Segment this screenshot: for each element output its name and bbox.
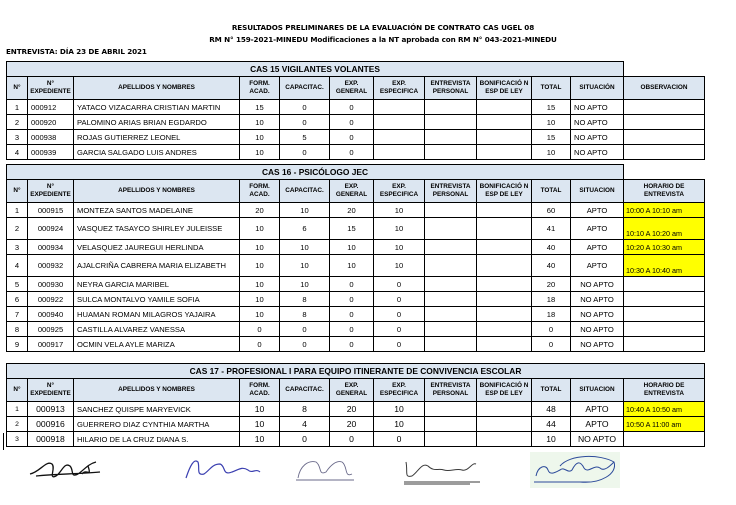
exp-especifica-cell: 10 bbox=[374, 203, 425, 218]
entrevista-personal-cell bbox=[425, 432, 477, 447]
exp-especifica-cell: 10 bbox=[374, 417, 425, 432]
situacion-cell: APTO bbox=[571, 218, 624, 240]
full-name-cell: MONTEZA SANTOS MADELAINE bbox=[74, 203, 240, 218]
blank-cell bbox=[624, 62, 705, 77]
table-row bbox=[7, 337, 705, 352]
col-exp-general: EXP. GENERAL bbox=[330, 180, 374, 203]
col-situacion: SITUACION bbox=[571, 379, 624, 402]
form-acad-cell: 10 bbox=[240, 145, 280, 160]
capacitac-cell: 6 bbox=[280, 218, 330, 240]
col-exp-general: EXP. GENERAL bbox=[330, 379, 374, 402]
exp-general-cell: 20 bbox=[330, 203, 374, 218]
total-score-cell: 40 bbox=[532, 240, 571, 255]
full-name-cell: YATACO VIZACARRA CRISTIAN MARTIN bbox=[74, 100, 240, 115]
total-score-cell: 20 bbox=[532, 277, 571, 292]
total-score-cell: 18 bbox=[532, 307, 571, 322]
row-number-cell: 9 bbox=[7, 337, 28, 352]
col-form-acad: FORM. ACAD. bbox=[240, 379, 280, 402]
form-acad-cell: 10 bbox=[240, 218, 280, 240]
col-entrevista: ENTREVISTA PERSONAL bbox=[425, 77, 477, 100]
expediente-cell: 000934 bbox=[28, 240, 74, 255]
situacion-cell: NO APTO bbox=[571, 432, 624, 447]
capacitac-cell: 0 bbox=[280, 100, 330, 115]
col-total: TOTAL bbox=[532, 77, 571, 100]
table-row bbox=[7, 100, 705, 115]
exp-especifica-cell: 0 bbox=[374, 292, 425, 307]
form-acad-cell: 10 bbox=[240, 432, 280, 447]
total-score-cell: 10 bbox=[532, 432, 571, 447]
horario-cell: 10:20 A 10:30 am bbox=[624, 240, 705, 255]
table-row bbox=[7, 277, 705, 292]
expediente-cell: 000932 bbox=[28, 255, 74, 277]
horario-cell bbox=[624, 337, 705, 352]
full-name-cell: PALOMINO ARIAS BRIAN EGDARDO bbox=[74, 115, 240, 130]
total-score-cell: 41 bbox=[532, 218, 571, 240]
exp-especifica-cell bbox=[374, 145, 425, 160]
exp-especifica-cell bbox=[374, 100, 425, 115]
row-number-cell: 1 bbox=[7, 402, 28, 417]
signature-3-icon bbox=[292, 452, 362, 488]
exp-general-cell: 0 bbox=[330, 277, 374, 292]
col-situacion: SITUACION bbox=[571, 180, 624, 203]
exp-general-cell: 0 bbox=[330, 432, 374, 447]
bonificacion-cell bbox=[477, 292, 532, 307]
expediente-cell: 000930 bbox=[28, 277, 74, 292]
bonificacion-cell bbox=[477, 240, 532, 255]
row-number-cell: 1 bbox=[7, 100, 28, 115]
total-score-cell: 40 bbox=[532, 255, 571, 277]
situacion-cell: APTO bbox=[571, 203, 624, 218]
entrevista-personal-cell bbox=[425, 145, 477, 160]
capacitac-cell: 0 bbox=[280, 322, 330, 337]
col-num: N° bbox=[7, 379, 28, 402]
row-number-cell: 6 bbox=[7, 292, 28, 307]
entrevista-personal-cell bbox=[425, 218, 477, 240]
horario-cell bbox=[624, 432, 705, 447]
col-exp-general: EXP. GENERAL bbox=[330, 77, 374, 100]
capacitac-cell: 10 bbox=[280, 203, 330, 218]
bonificacion-cell bbox=[477, 255, 532, 277]
signature-4-icon bbox=[400, 452, 482, 488]
form-acad-cell: 10 bbox=[240, 255, 280, 277]
row-number-cell: 1 bbox=[7, 203, 28, 218]
horario-cell: 10:00 A 10:10 am bbox=[624, 203, 705, 218]
row-number-cell: 2 bbox=[7, 417, 28, 432]
table-row bbox=[7, 432, 705, 447]
full-name-cell: HILARIO DE LA CRUZ DIANA S. bbox=[74, 432, 240, 447]
col-expediente: N° EXPEDIENTE bbox=[28, 77, 74, 100]
signature-3 bbox=[292, 452, 362, 488]
results-table-cas15 bbox=[6, 61, 705, 160]
horario-cell bbox=[624, 307, 705, 322]
exp-general-cell: 20 bbox=[330, 417, 374, 432]
bonificacion-cell bbox=[477, 130, 532, 145]
row-number-cell: 3 bbox=[7, 130, 28, 145]
form-acad-cell: 20 bbox=[240, 203, 280, 218]
col-bonificacion: BONIFICACIÓ N ESP DE LEY bbox=[477, 379, 532, 402]
results-table-cas16 bbox=[6, 164, 705, 352]
exp-general-cell: 10 bbox=[330, 255, 374, 277]
form-acad-cell: 10 bbox=[240, 240, 280, 255]
entrevista-personal-cell bbox=[425, 130, 477, 145]
row-number-cell: 2 bbox=[7, 218, 28, 240]
entrevista-personal-cell bbox=[425, 203, 477, 218]
capacitac-cell: 0 bbox=[280, 337, 330, 352]
expediente-cell: 000920 bbox=[28, 115, 74, 130]
col-total: TOTAL bbox=[532, 379, 571, 402]
exp-general-cell: 0 bbox=[330, 322, 374, 337]
horario-cell: 10:10 A 10:20 am bbox=[624, 218, 705, 240]
signature-1 bbox=[26, 452, 116, 488]
col-num: N° bbox=[7, 77, 28, 100]
bonificacion-cell bbox=[477, 337, 532, 352]
bonificacion-cell bbox=[477, 417, 532, 432]
expediente-cell: 000924 bbox=[28, 218, 74, 240]
document-subtitle: RM N° 159-2021-MINEDU Modificaciones a la NT aprobada con RM N° 043-2021-MINEDU bbox=[209, 35, 557, 44]
exp-especifica-cell: 0 bbox=[374, 307, 425, 322]
col-form-acad: FORM. ACAD. bbox=[240, 180, 280, 203]
col-capacitac: CAPACITAC. bbox=[280, 77, 330, 100]
entrevista-personal-cell bbox=[425, 255, 477, 277]
col-situacion: SITUACIÓN bbox=[571, 77, 624, 100]
horario-cell bbox=[624, 115, 705, 130]
situacion-cell: APTO bbox=[571, 255, 624, 277]
col-capacitac: CAPACITAC. bbox=[280, 379, 330, 402]
capacitac-cell: 10 bbox=[280, 277, 330, 292]
interview-date: ENTREVISTA: DÍA 23 DE ABRIL 2021 bbox=[6, 47, 147, 56]
col-horario: HORARIO DE ENTREVISTA bbox=[624, 379, 705, 402]
form-acad-cell: 10 bbox=[240, 417, 280, 432]
full-name-cell: GUERRERO DIAZ CYNTHIA MARTHA bbox=[74, 417, 240, 432]
row-number-cell: 7 bbox=[7, 307, 28, 322]
section-title: CAS 16 - PSICÓLOGO JEC bbox=[7, 165, 624, 180]
expediente-cell: 000912 bbox=[28, 100, 74, 115]
expediente-cell: 000940 bbox=[28, 307, 74, 322]
horario-cell bbox=[624, 292, 705, 307]
full-name-cell: NEYRA GARCIA MARIBEL bbox=[74, 277, 240, 292]
exp-general-cell: 10 bbox=[330, 240, 374, 255]
table-row bbox=[7, 130, 705, 145]
document-title: RESULTADOS PRELIMINARES DE LA EVALUACIÓN DE CONTRATO CAS UGEL 08 bbox=[231, 23, 535, 32]
bonificacion-cell bbox=[477, 402, 532, 417]
col-capacitac: CAPACITAC. bbox=[280, 180, 330, 203]
expediente-cell: 000918 bbox=[28, 432, 74, 447]
signature-5-icon bbox=[530, 452, 620, 488]
form-acad-cell: 10 bbox=[240, 402, 280, 417]
form-acad-cell: 10 bbox=[240, 130, 280, 145]
form-acad-cell: 0 bbox=[240, 322, 280, 337]
situacion-cell: NO APTO bbox=[571, 115, 624, 130]
col-bonificacion: BONIFICACIÓ N ESP DE LEY bbox=[477, 180, 532, 203]
situacion-cell: NO APTO bbox=[571, 145, 624, 160]
expediente-cell: 000925 bbox=[28, 322, 74, 337]
expediente-cell: 000916 bbox=[28, 417, 74, 432]
capacitac-cell: 10 bbox=[280, 240, 330, 255]
exp-general-cell: 0 bbox=[330, 100, 374, 115]
bonificacion-cell bbox=[477, 277, 532, 292]
table-row bbox=[7, 322, 705, 337]
total-score-cell: 0 bbox=[532, 337, 571, 352]
col-nombres: APELLIDOS Y NOMBRES bbox=[74, 180, 240, 203]
situacion-cell: NO APTO bbox=[571, 337, 624, 352]
table-row bbox=[7, 203, 705, 218]
expediente-cell: 000917 bbox=[28, 337, 74, 352]
capacitac-cell: 8 bbox=[280, 292, 330, 307]
exp-especifica-cell bbox=[374, 130, 425, 145]
table-row bbox=[7, 115, 705, 130]
capacitac-cell: 0 bbox=[280, 145, 330, 160]
col-entrevista: ENTREVISTA PERSONAL bbox=[425, 379, 477, 402]
col-bonificacion: BONIFICACIÓ N ESP DE LEY bbox=[477, 77, 532, 100]
table-row bbox=[7, 307, 705, 322]
form-acad-cell: 10 bbox=[240, 115, 280, 130]
full-name-cell: SANCHEZ QUISPE MARYEVICK bbox=[74, 402, 240, 417]
bonificacion-cell bbox=[477, 203, 532, 218]
signatures-area bbox=[0, 452, 736, 492]
full-name-cell: ROJAS GUTIERREZ LEONEL bbox=[74, 130, 240, 145]
capacitac-cell: 0 bbox=[280, 432, 330, 447]
table-row bbox=[7, 145, 705, 160]
table-edge-mark bbox=[3, 433, 4, 450]
exp-general-cell: 0 bbox=[330, 337, 374, 352]
full-name-cell: VELASQUEZ JAUREGUI HERLINDA bbox=[74, 240, 240, 255]
situacion-cell: NO APTO bbox=[571, 307, 624, 322]
entrevista-personal-cell bbox=[425, 115, 477, 130]
form-acad-cell: 10 bbox=[240, 292, 280, 307]
row-number-cell: 2 bbox=[7, 115, 28, 130]
signature-5 bbox=[530, 452, 620, 488]
row-number-cell: 4 bbox=[7, 145, 28, 160]
entrevista-personal-cell bbox=[425, 240, 477, 255]
table-row bbox=[7, 292, 705, 307]
horario-cell: 10:50 A 11:00 am bbox=[624, 417, 705, 432]
col-horario: HORARIO DE ENTREVISTA bbox=[624, 180, 705, 203]
horario-cell bbox=[624, 145, 705, 160]
expediente-cell: 000915 bbox=[28, 203, 74, 218]
horario-cell bbox=[624, 322, 705, 337]
table-row bbox=[7, 218, 705, 240]
horario-cell bbox=[624, 130, 705, 145]
exp-general-cell: 0 bbox=[330, 130, 374, 145]
exp-especifica-cell: 0 bbox=[374, 277, 425, 292]
exp-especifica-cell bbox=[374, 115, 425, 130]
entrevista-personal-cell bbox=[425, 337, 477, 352]
exp-especifica-cell: 10 bbox=[374, 255, 425, 277]
capacitac-cell: 8 bbox=[280, 307, 330, 322]
col-total: TOTAL bbox=[532, 180, 571, 203]
col-num: N° bbox=[7, 180, 28, 203]
bonificacion-cell bbox=[477, 218, 532, 240]
total-score-cell: 60 bbox=[532, 203, 571, 218]
horario-cell: 10:40 A 10:50 am bbox=[624, 402, 705, 417]
full-name-cell: OCMIN VELA AYLE MARIZA bbox=[74, 337, 240, 352]
bonificacion-cell bbox=[477, 115, 532, 130]
blank-cell bbox=[624, 165, 705, 180]
col-observacion: OBSERVACION bbox=[624, 77, 705, 100]
entrevista-personal-cell bbox=[425, 307, 477, 322]
row-number-cell: 3 bbox=[7, 240, 28, 255]
capacitac-cell: 8 bbox=[280, 402, 330, 417]
entrevista-personal-cell bbox=[425, 417, 477, 432]
total-score-cell: 18 bbox=[532, 292, 571, 307]
col-nombres: APELLIDOS Y NOMBRES bbox=[74, 77, 240, 100]
total-score-cell: 0 bbox=[532, 322, 571, 337]
expediente-cell: 000913 bbox=[28, 402, 74, 417]
form-acad-cell: 10 bbox=[240, 277, 280, 292]
capacitac-cell: 10 bbox=[280, 255, 330, 277]
row-number-cell: 5 bbox=[7, 277, 28, 292]
exp-especifica-cell: 0 bbox=[374, 337, 425, 352]
total-score-cell: 10 bbox=[532, 145, 571, 160]
exp-general-cell: 0 bbox=[330, 145, 374, 160]
form-acad-cell: 10 bbox=[240, 307, 280, 322]
col-exp-especifica: EXP. ESPECIFICA bbox=[374, 180, 425, 203]
situacion-cell: NO APTO bbox=[571, 277, 624, 292]
situacion-cell: APTO bbox=[571, 240, 624, 255]
exp-especifica-cell: 0 bbox=[374, 432, 425, 447]
entrevista-personal-cell bbox=[425, 100, 477, 115]
full-name-cell: AJALCRIÑA CABRERA MARIA ELIZABETH bbox=[74, 255, 240, 277]
situacion-cell: NO APTO bbox=[571, 322, 624, 337]
total-score-cell: 10 bbox=[532, 115, 571, 130]
bonificacion-cell bbox=[477, 432, 532, 447]
horario-cell: 10:30 A 10:40 am bbox=[624, 255, 705, 277]
exp-general-cell: 20 bbox=[330, 402, 374, 417]
exp-especifica-cell: 10 bbox=[374, 218, 425, 240]
situacion-cell: APTO bbox=[571, 417, 624, 432]
bonificacion-cell bbox=[477, 100, 532, 115]
entrevista-personal-cell bbox=[425, 402, 477, 417]
exp-general-cell: 0 bbox=[330, 292, 374, 307]
horario-cell bbox=[624, 277, 705, 292]
results-table-cas17 bbox=[6, 363, 705, 447]
total-score-cell: 48 bbox=[532, 402, 571, 417]
table-row bbox=[7, 240, 705, 255]
col-nombres: APELLIDOS Y NOMBRES bbox=[74, 379, 240, 402]
exp-especifica-cell: 10 bbox=[374, 402, 425, 417]
col-form-acad: FORM. ACAD. bbox=[240, 77, 280, 100]
exp-general-cell: 0 bbox=[330, 115, 374, 130]
table-row bbox=[7, 402, 705, 417]
capacitac-cell: 5 bbox=[280, 130, 330, 145]
signature-2-icon bbox=[180, 452, 266, 488]
capacitac-cell: 0 bbox=[280, 115, 330, 130]
exp-especifica-cell: 0 bbox=[374, 322, 425, 337]
row-number-cell: 4 bbox=[7, 255, 28, 277]
situacion-cell: NO APTO bbox=[571, 130, 624, 145]
col-expediente: N° EXPEDIENTE bbox=[28, 180, 74, 203]
exp-especifica-cell: 10 bbox=[374, 240, 425, 255]
section-title: CAS 17 - PROFESIONAL I PARA EQUIPO ITINERANTE DE CONVIVENCIA ESCOLAR bbox=[7, 364, 705, 379]
full-name-cell: HUAMAN ROMAN MILAGROS YAJAIRA bbox=[74, 307, 240, 322]
situacion-cell: NO APTO bbox=[571, 100, 624, 115]
exp-general-cell: 15 bbox=[330, 218, 374, 240]
form-acad-cell: 0 bbox=[240, 337, 280, 352]
total-score-cell: 15 bbox=[532, 100, 571, 115]
total-score-cell: 15 bbox=[532, 130, 571, 145]
expediente-cell: 000938 bbox=[28, 130, 74, 145]
entrevista-personal-cell bbox=[425, 277, 477, 292]
full-name-cell: VASQUEZ TASAYCO SHIRLEY JULEISSE bbox=[74, 218, 240, 240]
table-row bbox=[7, 417, 705, 432]
bonificacion-cell bbox=[477, 307, 532, 322]
signature-4 bbox=[400, 452, 482, 488]
exp-general-cell: 0 bbox=[330, 307, 374, 322]
signature-2 bbox=[180, 452, 266, 488]
situacion-cell: NO APTO bbox=[571, 292, 624, 307]
full-name-cell: GARCIA SALGADO LUIS ANDRES bbox=[74, 145, 240, 160]
bonificacion-cell bbox=[477, 322, 532, 337]
expediente-cell: 000939 bbox=[28, 145, 74, 160]
row-number-cell: 8 bbox=[7, 322, 28, 337]
expediente-cell: 000922 bbox=[28, 292, 74, 307]
col-exp-especifica: EXP. ESPECIFICA bbox=[374, 379, 425, 402]
full-name-cell: CASTILLA ALVAREZ VANESSA bbox=[74, 322, 240, 337]
full-name-cell: SULCA MONTALVO YAMILE SOFIA bbox=[74, 292, 240, 307]
table-row bbox=[7, 255, 705, 277]
col-exp-especifica: EXP. ESPECIFICA bbox=[374, 77, 425, 100]
col-entrevista: ENTREVISTA PERSONAL bbox=[425, 180, 477, 203]
entrevista-personal-cell bbox=[425, 292, 477, 307]
horario-cell bbox=[624, 100, 705, 115]
col-expediente: N° EXPEDIENTE bbox=[28, 379, 74, 402]
section-title: CAS 15 VIGILANTES VOLANTES bbox=[7, 62, 624, 77]
total-score-cell: 44 bbox=[532, 417, 571, 432]
row-number-cell: 3 bbox=[7, 432, 28, 447]
form-acad-cell: 15 bbox=[240, 100, 280, 115]
bonificacion-cell bbox=[477, 145, 532, 160]
entrevista-personal-cell bbox=[425, 322, 477, 337]
signature-1-icon bbox=[26, 452, 116, 488]
capacitac-cell: 4 bbox=[280, 417, 330, 432]
situacion-cell: APTO bbox=[571, 402, 624, 417]
